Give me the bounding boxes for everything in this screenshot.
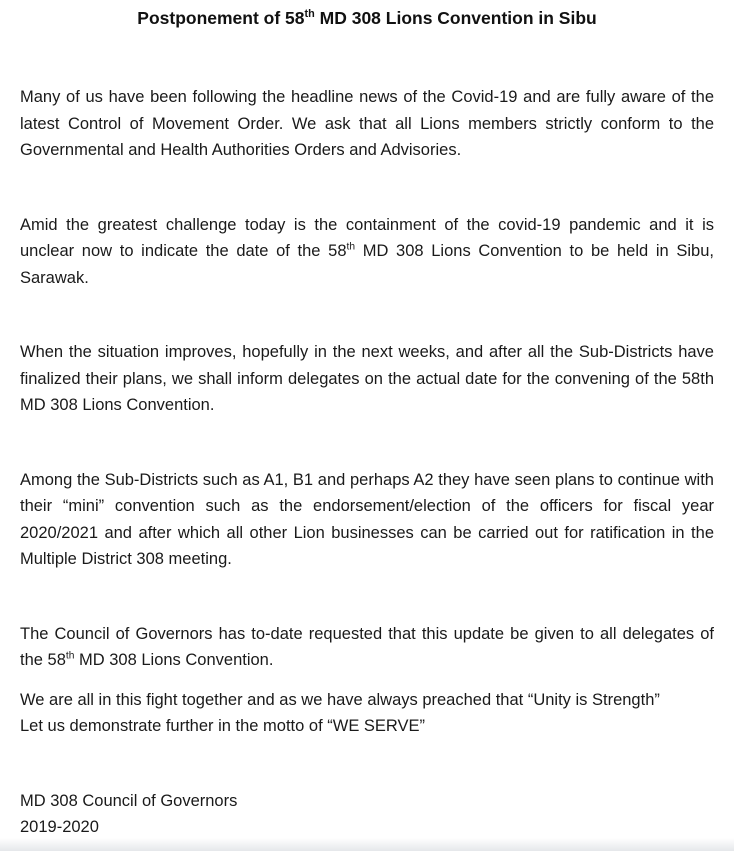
- signature-author: MD 308 Council of Governors: [20, 791, 238, 810]
- paragraph-2-superscript: th: [346, 241, 356, 253]
- paragraph-covid-awareness: Many of us have been following the headline news of the Covid-19 and are fully aware of the latest Control of Movement Order. We ask that all Lions members strictly conform to the Governmental and Health Authorities Orders and Advisories.: [20, 88, 714, 159]
- paragraph-5-text-prefix: The Council of Governors has to-date requested that this update be given to all delegates of the 58: [20, 624, 714, 669]
- paragraph-5-text-suffix: MD 308 Lions Convention.: [74, 651, 274, 669]
- paragraph-sub-districts-plans: Among the Sub-Districts such as A1, B1 and perhaps A2 they have seen plans to continue with their “mini” convention such as the endorsement/election of the officers for fiscal year 2020/2021 and after which all other Lion businesses can be carried out for ratification in the Multiple District 308 meeting.: [20, 470, 714, 568]
- title-text-suffix: MD 308 Lions Convention in Sibu: [314, 8, 597, 28]
- paragraph-unity-motto: [20, 687, 714, 740]
- signature-block: [20, 788, 714, 841]
- paragraph-2-text-suffix: MD 308 Lions Convention to be held in Sibu, Sarawak.: [20, 242, 714, 287]
- document-title: [20, 6, 714, 30]
- paragraph-5-superscript: th: [65, 650, 75, 662]
- title-superscript: th: [304, 8, 315, 21]
- title-text-prefix: Postponement of 58: [137, 8, 305, 28]
- paragraph-situation-improves: When the situation improves, hopefully in the next weeks, and after all the Sub-Districts have finalized their plans, we shall inform delegates on the actual date for the convening of the 58th MD 308 Lions Convention.: [20, 343, 714, 414]
- paragraph-6-line-1: We are all in this fight together and as we have always preached that “Unity is Strength”: [20, 690, 660, 709]
- paragraph-6-line-2: Let us demonstrate further in the motto of “WE SERVE”: [20, 717, 426, 735]
- paragraph-2-text-prefix: Amid the greatest challenge today is the containment of the covid-19 pandemic and it is unclear now to indicate the date of the 58: [20, 215, 714, 260]
- paragraph-convention-date-unclear: [20, 212, 714, 292]
- signature-term: 2019-2020: [20, 818, 99, 836]
- paragraph-council-update: [20, 621, 714, 674]
